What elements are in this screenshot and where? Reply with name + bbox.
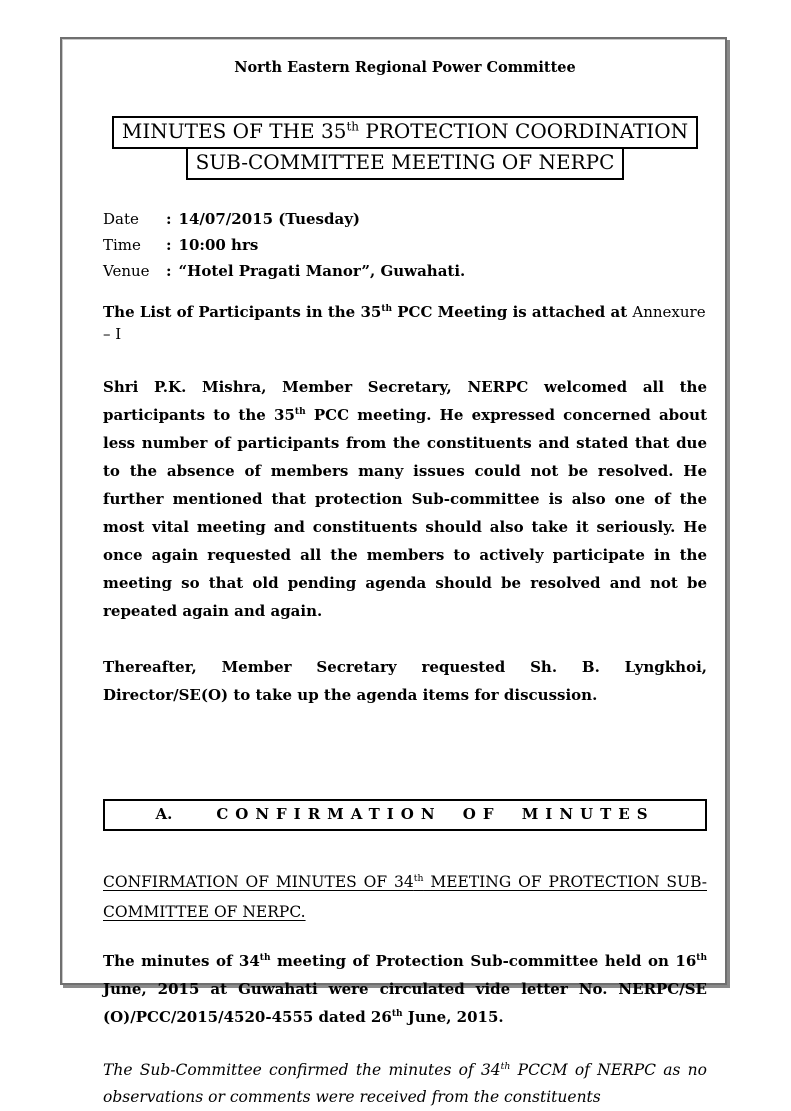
minutes-text-3: June, 2015 at Guwahati were circulated vide letter No. NERPC/SE (O)/PCC/2015/4520-4555 dated 26 — [103, 980, 707, 1026]
participants-line — [103, 301, 707, 345]
annexure-reference: Annexure – I — [103, 303, 706, 343]
date-value: 14/07/2015 (Tuesday) — [178, 210, 361, 228]
venue-value: “Hotel Pragati Manor”, Guwahati. — [178, 262, 466, 280]
participants-text: The List of Participants in the 35 — [103, 303, 382, 321]
minutes-text-1: The minutes of 34 — [103, 952, 260, 970]
participants-text-rest: PCC Meeting is attached at — [392, 303, 633, 321]
welcome-superscript: th — [294, 407, 306, 417]
time-separator: : — [166, 236, 172, 254]
minutes-circulation-paragraph — [103, 947, 707, 1031]
welcome-text-rest: PCC meeting. He expressed concerned about less number of participants from the constituents and stated that due to the absence of members many issues could not be resolved. He further mentioned that protection Sub-committee is also one of the most vital meeting and constituents should also take it seriously. He once again requested all the members to actively participate in the meeting so that old pending agenda should be resolved and not be repeated again and again. — [103, 406, 707, 620]
section-a-label: A. — [155, 805, 173, 823]
confirmed-minutes-paragraph — [103, 1057, 707, 1111]
welcome-text: Shri P.K. Mishra, Member Secretary, NERPC welcomed all the participants to the 35 — [103, 378, 707, 424]
minutes-text-4: June, 2015. — [402, 1008, 504, 1026]
meta-row-date — [103, 206, 707, 232]
title-line2-text: SUB-COMMITTEE MEETING OF NERPC — [195, 150, 615, 174]
title-box-line1 — [112, 116, 698, 149]
confirmation-heading-superscript: th — [413, 872, 424, 884]
venue-label: Venue — [103, 262, 150, 280]
document-title-line1 — [103, 116, 707, 149]
document-title — [103, 116, 707, 180]
date-separator: : — [166, 210, 172, 228]
meeting-meta — [103, 206, 707, 284]
time-label: Time — [103, 236, 141, 254]
minutes-superscript-3: th — [391, 1009, 403, 1019]
confirmed-text-rest: PCCM of NERPC as no observations or comments were received from the constituents — [103, 1061, 707, 1106]
venue-separator: : — [166, 262, 172, 280]
thereafter-paragraph: Thereafter, Member Secretary requested Sh. B. Lyngkhoi, Director/SE(O) to take up the agenda items for discussion. — [103, 658, 707, 704]
title-line1-superscript: th — [346, 119, 360, 134]
welcome-paragraph — [103, 373, 707, 625]
title-line1-text: MINUTES OF THE 35 — [121, 119, 347, 143]
confirmed-superscript: th — [500, 1060, 511, 1072]
section-a-header-box — [103, 799, 707, 831]
minutes-superscript-2: th — [696, 953, 707, 963]
participants-superscript: th — [381, 304, 393, 314]
confirmation-heading-text: CONFIRMATION OF MINUTES OF 34 — [103, 873, 414, 891]
minutes-text-2: meeting of Protection Sub-committee held on 16 — [270, 952, 697, 970]
meta-row-venue — [103, 258, 707, 284]
minutes-superscript-1: th — [259, 953, 271, 963]
confirmation-heading — [103, 867, 707, 927]
confirmation-heading-text-rest: MEETING OF PROTECTION SUB-COMMITTEE OF NERPC. — [103, 873, 707, 921]
title-box-line2 — [186, 147, 625, 180]
section-a-title: CONFIRMATION OF MINUTES — [216, 805, 655, 823]
date-label: Date — [103, 210, 139, 228]
document-title-line2 — [103, 149, 707, 180]
org-title: North Eastern Regional Power Committee — [234, 59, 576, 76]
confirmed-text: The Sub-Committee confirmed the minutes of 34 — [103, 1061, 501, 1079]
page-border-frame — [60, 37, 727, 1106]
title-line1-text-rest: PROTECTION COORDINATION — [359, 119, 689, 143]
time-value: 10:00 hrs — [178, 236, 259, 254]
meta-row-time — [103, 232, 707, 258]
